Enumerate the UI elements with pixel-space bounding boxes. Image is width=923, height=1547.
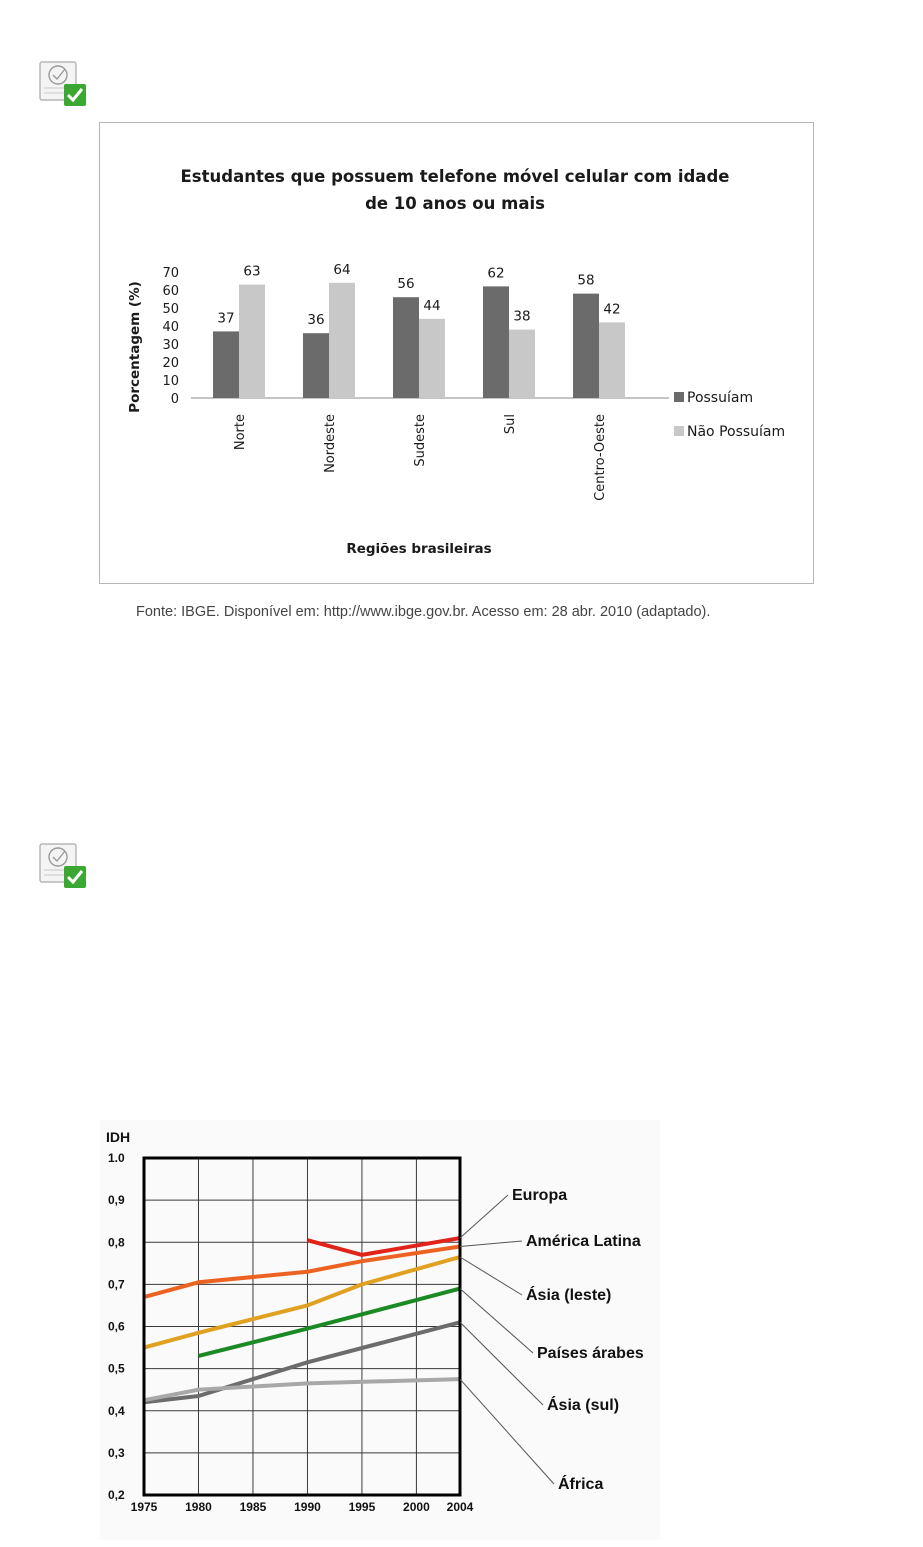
data-label: 64 (333, 261, 351, 278)
y-tick-label: 40 (162, 320, 179, 335)
leader-line (460, 1241, 522, 1246)
category-label: Norte (233, 414, 248, 451)
data-label: 63 (243, 263, 261, 280)
legend-swatch (674, 426, 684, 436)
data-label: 36 (307, 312, 325, 329)
y-tick-label: 60 (162, 284, 179, 299)
bar (239, 285, 265, 398)
bar (599, 322, 625, 398)
bar (213, 331, 239, 398)
bar (509, 330, 535, 398)
series-label: Países árabes (537, 1345, 644, 1362)
category-label: Nordeste (323, 414, 338, 473)
x-tick-label: 1975 (130, 1500, 158, 1514)
x-axis-ticks (131, 1500, 474, 1514)
y-tick-label: 0 (170, 392, 179, 407)
data-label: 37 (217, 310, 235, 327)
y-tick-label: 0,3 (108, 1445, 125, 1460)
y-tick-label: 20 (162, 356, 179, 371)
x-tick-label: 1990 (294, 1500, 321, 1514)
data-label: 58 (577, 272, 595, 289)
x-tick-label: 1985 (239, 1500, 267, 1514)
legend (674, 390, 785, 440)
bar (329, 283, 355, 398)
x-tick-label: 2004 (446, 1500, 474, 1514)
category-labels (233, 414, 608, 501)
chart-title-line-2: de 10 anos ou mais (365, 194, 545, 213)
bar (303, 333, 329, 398)
y-tick-label: 10 (162, 374, 179, 389)
series-label: Ásia (sul) (547, 1397, 620, 1414)
y-axis-ticks (162, 266, 179, 407)
bars (213, 262, 625, 398)
y-tick-label: 0,6 (108, 1319, 125, 1334)
x-tick-label: 1980 (185, 1500, 212, 1514)
data-label: 38 (513, 308, 531, 325)
y-tick-label: 30 (162, 338, 179, 353)
checklist-check-icon (38, 840, 88, 890)
bar (393, 297, 419, 398)
data-label: 42 (603, 301, 621, 318)
data-label: 56 (397, 276, 415, 293)
y-tick-label: 0,9 (108, 1193, 125, 1208)
bar-chart (99, 122, 812, 582)
series-label: América Latina (526, 1233, 641, 1250)
data-label: 62 (487, 265, 505, 282)
series-label: Europa (512, 1187, 568, 1204)
y-tick-label: 0,7 (108, 1277, 125, 1292)
x-tick-label: 2000 (403, 1500, 430, 1514)
y-tick-label: 0,5 (108, 1361, 125, 1376)
y-tick-label: 0,8 (108, 1235, 125, 1250)
category-label: Centro-Oeste (593, 414, 608, 501)
y-tick-label: 0,2 (108, 1488, 125, 1502)
leader-line (460, 1257, 522, 1295)
y-axis-title: Porcentagem (%) (127, 281, 143, 413)
y-tick-label: 0,4 (108, 1403, 125, 1418)
y-tick-label: 1.0 (108, 1151, 125, 1165)
category-label: Sul (503, 414, 518, 435)
leader-line (460, 1289, 533, 1353)
series-line (307, 1238, 460, 1255)
source-note: Fonte: IBGE. Disponível em: http://www.ibge.gov.br. Acesso em: 28 abr. 2010 (adaptado). (136, 604, 711, 620)
y-axis-ticks (108, 1151, 125, 1502)
leader-line (460, 1379, 554, 1484)
y-axis-title: IDH (106, 1129, 131, 1145)
series-labels (460, 1187, 644, 1493)
leader-line (460, 1195, 508, 1238)
checklist-check-icon (38, 58, 88, 108)
bar (483, 286, 509, 398)
legend-label: Não Possuíam (687, 424, 786, 440)
chart-title-line-1: Estudantes que possuem telefone móvel celular com idade (180, 167, 730, 186)
y-tick-label: 50 (162, 302, 179, 317)
series-lines (144, 1238, 460, 1402)
legend-swatch (674, 392, 684, 402)
series-label: África (558, 1476, 604, 1493)
bar (419, 319, 445, 398)
legend-label: Possuíam (687, 390, 754, 406)
x-tick-label: 1995 (348, 1500, 376, 1514)
grid (144, 1158, 460, 1495)
y-tick-label: 70 (162, 266, 179, 281)
data-label: 44 (423, 297, 441, 314)
x-axis-title: Regiões brasileiras (346, 541, 492, 557)
bar (573, 294, 599, 398)
series-label: Ásia (leste) (526, 1287, 612, 1304)
category-label: Sudeste (413, 414, 428, 467)
line-chart (100, 1120, 660, 1540)
